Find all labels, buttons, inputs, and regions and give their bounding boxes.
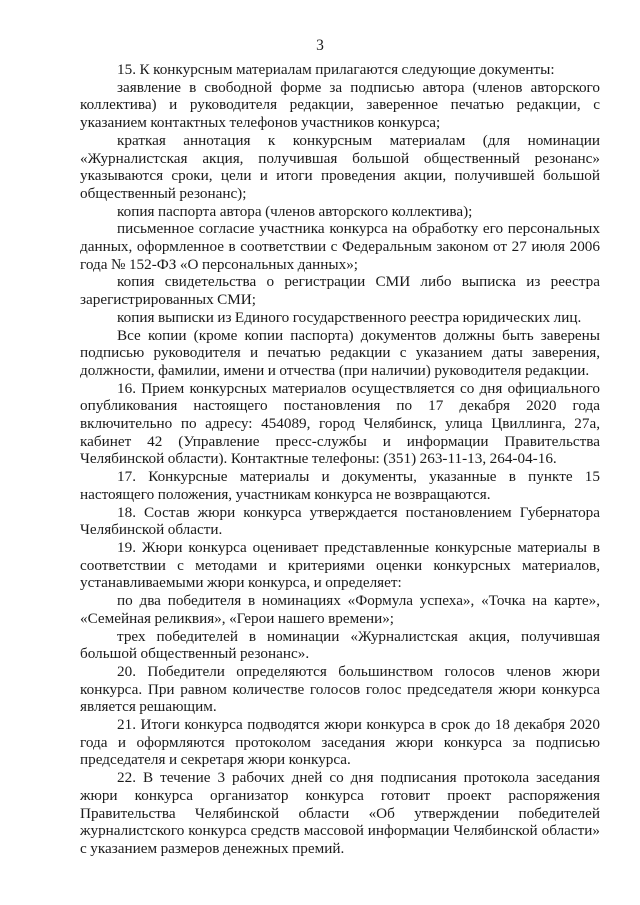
paragraph-20: 20. Победители определяются большинством голосов членов жюри конкурса. При равном количестве голосов голос председателя жюри конкурса является решающим.	[80, 662, 600, 716]
paragraph-three-winners: трех победителей в номинации «Журналистская акция, получившая большой общественный резонанс».	[80, 627, 600, 663]
paragraph-17: 17. Конкурсные материалы и документы, указанные в пункте 15 настоящего положения, участникам конкурса не возвращаются.	[80, 468, 600, 503]
page-number: 3	[316, 37, 324, 54]
paragraph-19: 19. Жюри конкурса оценивает представленные конкурсные материалы в соответствии с методами и критериями оценки конкурсных материалов, устанавливаемыми жюри конкурса, и определяет:	[80, 538, 600, 592]
paragraph-annotation: краткая аннотация к конкурсным материалам (для номинации «Журналистская акция, получившая большой общественный резонанс» указываются сроки, цели и итоги проведения акции, получившей большой общественный резонанс);	[80, 131, 600, 202]
paragraph-application: заявление в свободной форме за подписью автора (членов авторского коллектива) и руководителя редакции, заверенное печатью редакции, с указанием контактных телефонов участников конкурса;	[80, 78, 600, 132]
paragraph-21: 21. Итоги конкурса подводятся жюри конкурса в срок до 18 декабря 2020 года и оформляются протоколом заседания жюри конкурса за подписью председателя и секретаря жюри конкурса.	[80, 716, 600, 769]
paragraph-22: 22. В течение 3 рабочих дней со дня подписания протокола заседания жюри конкурса организатор конкурса готовит проект распоряжения Правительства Челябинской области «Об утверждении победителей журналистского конкурса средств массовой информации Челябинской области» с указанием размеров денежных премий.	[80, 769, 600, 857]
paragraph-registry-extract: копия выписки из Единого государственного реестра юридических лиц.	[117, 308, 582, 326]
paragraph-15: 15. К конкурсным материалам прилагаются следующие документы:	[117, 61, 555, 78]
paragraph-copies-certification: Все копии (кроме копии паспорта) документов должны быть заверены подписью руководителя и печатью редакции с указанием даты заверения, должности, фамилии, имени и отчества (при наличии) руководителя редакции.	[80, 326, 600, 379]
document-body	[80, 61, 600, 858]
paragraph-16: 16. Прием конкурсных материалов осуществляется со дня официального опубликования настоящего постановления по 17 декабря 2020 года включительно по адресу: 454089, город Челябинск, улица Цвиллинга, 27а, кабинет 42 (Управление пресс-службы и информации Правительства Челябинской области). Контактные телефоны: (351) 263-11-13, 264-04-16.	[80, 379, 600, 468]
paragraph-consent: письменное согласие участника конкурса на обработку его персональных данных, оформленное в соответствии с Федеральным законом от 27 июля 2006 года № 152-ФЗ «О персональных данных»;	[80, 220, 600, 273]
paragraph-registration-copy: копия свидетельства о регистрации СМИ либо выписка из реестра зарегистрированных СМИ;	[80, 273, 600, 309]
paragraph-passport-copy: копия паспорта автора (членов авторского коллектива);	[117, 202, 473, 220]
paragraph-18: 18. Состав жюри конкурса утверждается постановлением Губернатора Челябинской области.	[80, 503, 600, 539]
paragraph-two-winners: по два победителя в номинациях «Формула успеха», «Точка на карте», «Семейная реликвия», «Герои нашего времени»;	[80, 592, 600, 627]
